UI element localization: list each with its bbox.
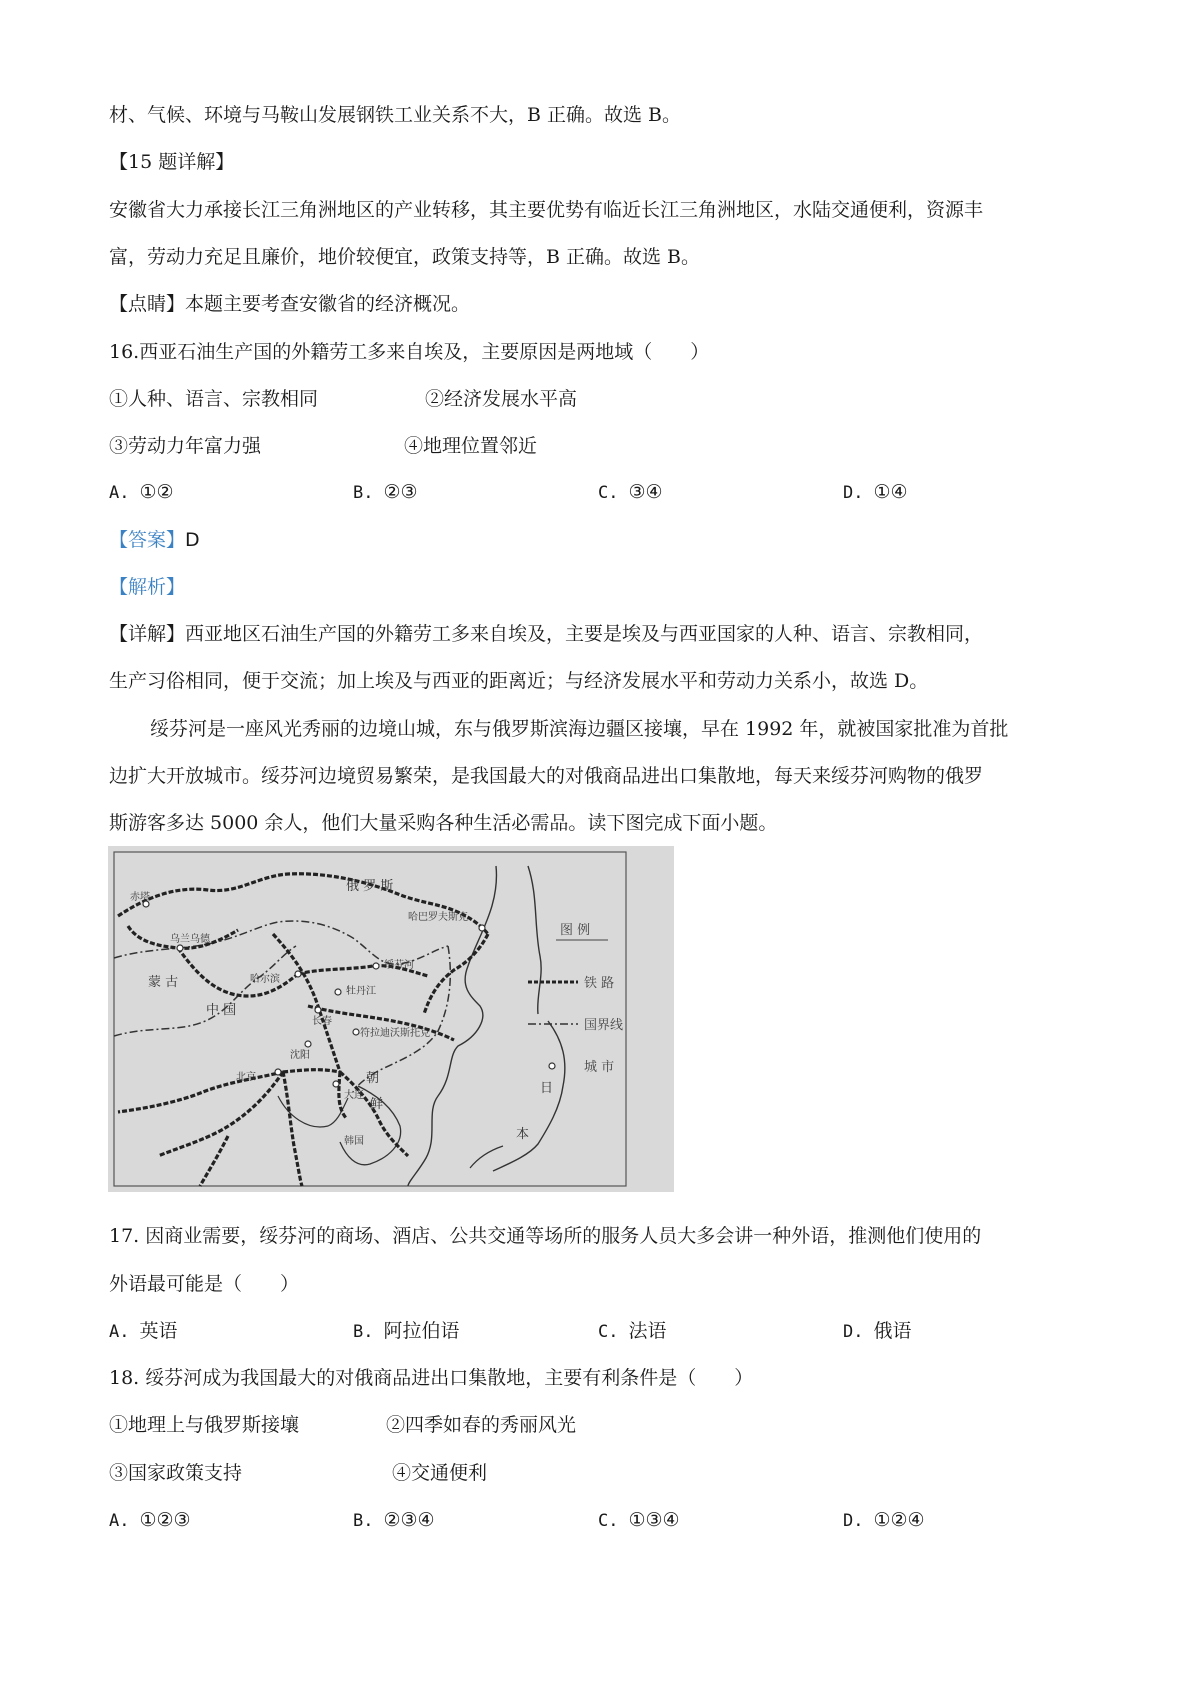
label-mongolia: 蒙 古 [148,975,179,990]
q18-option-b[interactable] [353,1506,435,1535]
q17-option-a[interactable] [109,1317,178,1346]
option-text: 英语 [139,1320,178,1342]
label-suifenhe: 绥芬河 [384,960,414,971]
q18-item-2: ②四季如春的秀丽风光 [386,1414,577,1436]
option-label: C. [598,1322,619,1342]
q16-option-c[interactable] [598,478,663,507]
label-japan-1: 日 [540,1081,554,1096]
city-dot-shenyang [305,1041,311,1047]
label-korea-north-2: 鲜 [370,1097,384,1112]
passage-line: 绥芬河是一座风光秀丽的边境山城，东与俄罗斯滨海边疆区接壤，早在 1992 年，就被国家批准为首批 [150,718,1009,740]
label-korea: 韩国 [344,1136,364,1147]
option-text: ①②③ [139,1509,191,1531]
label-dalian: 大连 [344,1090,364,1101]
q16-option-d[interactable] [843,478,908,507]
answer-label: 【答案】 [109,529,186,551]
option-text: ②③ [383,481,418,503]
section-heading: 【15 题详解】 [109,151,235,173]
q16-option-b[interactable] [353,478,418,507]
map-svg [108,846,674,1192]
legend-border: 国界线 [584,1018,624,1033]
city-dot-suifenhe [373,963,379,969]
option-label: B. [353,1511,374,1531]
option-label: B. [353,1322,374,1342]
map-figure [108,846,674,1192]
q16-item-4: ④地理位置邻近 [404,435,538,457]
label-china: 中 国 [206,1003,237,1018]
q18-item-3: ③国家政策支持 [109,1462,243,1484]
option-label: C. [598,1511,619,1531]
analysis-label: 【解析】 [109,576,186,598]
option-label: C. [598,483,619,503]
tip-line: 【点睛】本题主要考查安徽省的经济概况。 [109,293,471,315]
legend-city-symbol [549,1063,555,1069]
q17-option-d[interactable] [843,1317,912,1346]
label-mudanjiang: 牡丹江 [346,986,376,997]
city-dot-dalian [333,1081,339,1087]
option-text: ①③④ [628,1509,680,1531]
legend-title: 图 例 [560,923,591,938]
legend-city: 城 市 [584,1060,615,1075]
q16-item-1: ①人种、语言、宗教相同 [109,388,319,410]
option-label: A. [109,1511,130,1531]
detail-line: 生产习俗相同，便于交流；加上埃及与西亚的距离近；与经济发展水平和劳动力关系小，故选 D。 [109,670,929,692]
city-dot-mudanjiang [335,989,341,995]
label-chita: 赤塔 [130,892,150,903]
q18-item-1: ①地理上与俄罗斯接壤 [109,1414,300,1436]
city-dot-changchun [315,1007,321,1013]
option-label: B. [353,483,374,503]
q16-item-3: ③劳动力年富力强 [109,435,262,457]
q18-item-4: ④交通便利 [392,1462,488,1484]
passage-line: 边扩大开放城市。绥芬河边境贸易繁荣，是我国最大的对俄商品进出口集散地，每天来绥芬河购物的俄罗 [109,765,984,787]
option-label: D. [843,1511,864,1531]
label-ulan-ude: 乌兰乌德 [170,934,210,945]
option-label: D. [843,483,864,503]
option-text: ③④ [628,481,663,503]
label-changchun: 长春 [312,1016,332,1027]
option-text: 阿拉伯语 [383,1320,460,1342]
legend-rail: 铁 路 [584,976,615,991]
option-label: A. [109,483,130,503]
q17-option-b[interactable] [353,1317,460,1346]
label-shenyang: 沈阳 [290,1050,310,1061]
option-text: ②③④ [383,1509,435,1531]
city-dot-ulan-ude [177,945,183,951]
label-vladivostok: 符拉迪沃斯托克 [360,1028,430,1039]
option-text: 法语 [628,1320,667,1342]
label-beijing: 北京 [236,1072,256,1083]
label-japan-2: 本 [516,1127,530,1142]
label-russia: 俄 罗 斯 [346,879,394,894]
q18-option-d[interactable] [843,1506,925,1535]
q16-option-a[interactable] [109,478,174,507]
question-16-stem: 16.西亚石油生产国的外籍劳工多来自埃及，主要原因是两地域（ ） [109,341,710,363]
q18-option-a[interactable] [109,1506,191,1535]
option-text: ①② [139,481,174,503]
q18-option-c[interactable] [598,1506,680,1535]
option-text: ①②④ [873,1509,925,1531]
option-label: D. [843,1322,864,1342]
answer-line [109,526,200,554]
q17-option-c[interactable] [598,1317,667,1346]
option-label: A. [109,1322,130,1342]
label-korea-north-1: 朝 [366,1071,380,1086]
option-text: ①④ [873,481,908,503]
label-khabarovsk: 哈巴罗夫斯克 [408,912,468,923]
q16-item-2: ②经济发展水平高 [425,388,578,410]
city-dot-beijing [275,1069,281,1075]
text-line: 材、气候、环境与马鞍山发展钢铁工业关系不大，B 正确。故选 B。 [109,104,682,126]
question-17-stem-2: 外语最可能是（ ） [109,1273,300,1295]
question-18-stem: 18. 绥芬河成为我国最大的对俄商品进出口集散地，主要有利条件是（ ） [109,1367,754,1389]
option-text: 俄语 [873,1320,912,1342]
city-dot-khabarovsk [479,925,485,931]
detail-line: 【详解】西亚地区石油生产国的外籍劳工多来自埃及，主要是埃及与西亚国家的人种、语言、宗教相同， [109,623,984,645]
passage-line: 斯游客多达 5000 余人，他们大量采购各种生活必需品。读下图完成下面小题。 [109,812,778,834]
label-harbin: 哈尔滨 [250,974,280,985]
text-line: 安徽省大力承接长江三角洲地区的产业转移，其主要优势有临近长江三角洲地区，水陆交通便利，资源丰 [109,199,984,221]
text-line: 富，劳动力充足且廉价，地价较便宜，政策支持等，B 正确。故选 B。 [109,246,701,268]
question-17-stem: 17. 因商业需要，绥芬河的商场、酒店、公共交通等场所的服务人员大多会讲一种外语，推测他们使用的 [109,1225,982,1247]
city-dot-vladivostok [353,1029,359,1035]
city-dot-harbin [295,971,301,977]
answer-value: D [185,529,200,551]
